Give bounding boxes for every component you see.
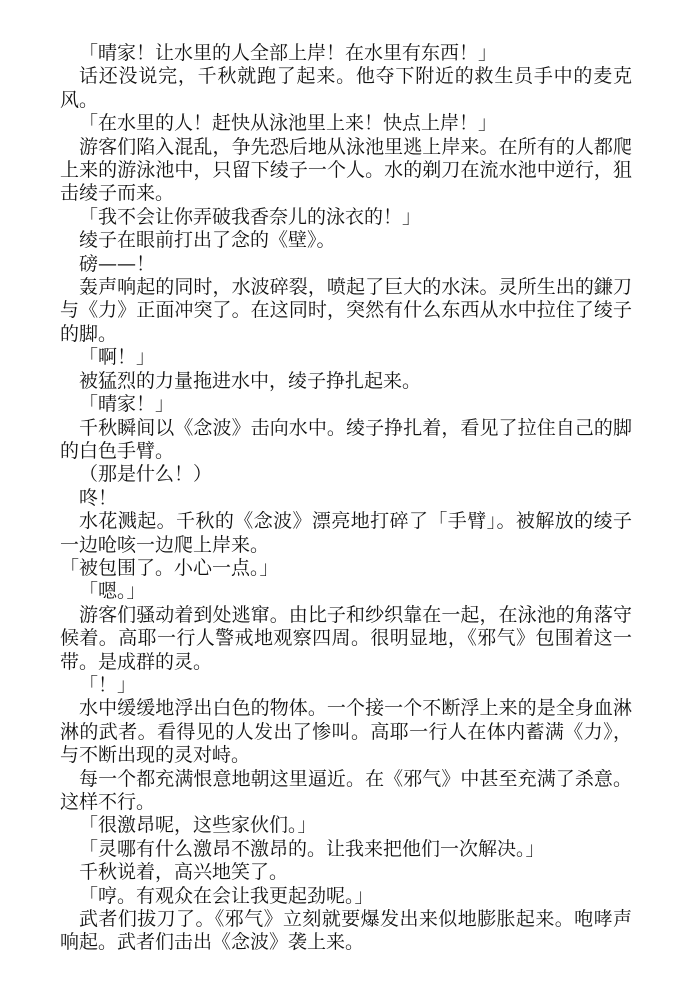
paragraph: 「晴家！让水里的人全部上岸！在水里有东西！」 xyxy=(79,42,498,64)
paragraph: 每一个都充满恨意地朝这里逼近。在《邪气》中甚至充满了杀意。这样不行。 xyxy=(60,767,632,813)
paragraph: 「晴家！」 xyxy=(79,393,175,416)
paragraph: 「嗯。」 xyxy=(79,580,146,603)
paragraph: 「哼。有观众在会让我更起劲呢。」 xyxy=(79,884,374,907)
paragraph: 水花溅起。千秋的《念波》漂亮地打碎了「手臂」。被解放的绫子一边呛咳一边爬上岸来。 xyxy=(60,510,632,556)
paragraph: 「很激昂呢，这些家伙们。」 xyxy=(79,814,317,837)
paragraph: （那是什么！） xyxy=(79,463,213,486)
paragraph: 被猛烈的力量拖进水中，绫子挣扎起来。 xyxy=(79,369,422,392)
paragraph: 绫子在眼前打出了念的《壁》。 xyxy=(79,229,336,252)
paragraph: 咚！ xyxy=(79,486,118,509)
paragraph: 「被包围了。小心一点。」 xyxy=(60,556,279,579)
paragraph: 武者们拔刀了。《邪气》立刻就要爆发出来似地膨胀起来。咆哮声响起。武者们击出《念波》袭上来。 xyxy=(60,908,632,954)
paragraph: 「啊！」 xyxy=(79,346,156,369)
paragraph: 「！」 xyxy=(79,673,137,696)
paragraph: 话还没说完，千秋就跑了起来。他夺下附近的救生员手中的麦克风。 xyxy=(60,65,632,111)
paragraph: 千秋瞬间以《念波》击向水中。绫子挣扎着，看见了拉住自己的脚的白色手臂。 xyxy=(60,416,632,462)
paragraph: 「在水里的人！赶快从泳池里上来！快点上岸！」 xyxy=(79,112,498,135)
paragraph: 「灵哪有什么激昂不激昂的。让我来把他们一次解决。」 xyxy=(79,837,545,860)
paragraph: 千秋说着，高兴地笑了。 xyxy=(79,861,289,884)
paragraph: 游客们骚动着到处逃窜。由比子和纱织靠在一起，在泳池的角落守候着。高耶一行人警戒地观察四周。很明显地，《邪气》包围着这一带。是成群的灵。 xyxy=(60,603,632,673)
paragraph: 「我不会让你弄破我香奈儿的泳衣的！」 xyxy=(79,205,422,228)
novel-text-body xyxy=(60,42,632,955)
paragraph: 轰声响起的同时，水波碎裂，喷起了巨大的水沫。灵所生出的鎌刀与《力》正面冲突了。在这同时，突然有什么东西从水中拉住了绫子的脚。 xyxy=(60,276,632,345)
paragraph: 磅——！ xyxy=(79,252,156,275)
paragraph: 水中缓缓地浮出白色的物体。一个接一个不断浮上来的是全身血淋淋的武者。看得见的人发出了惨叫。高耶一行人在体内蓄满《力》，与不断出现的灵对峙。 xyxy=(60,697,632,767)
paragraph: 游客们陷入混乱，争先恐后地从泳池里逃上岸来。在所有的人都爬上来的游泳池中，只留下绫子一个人。水的剃刀在流水池中逆行，狙击绫子而来。 xyxy=(60,135,632,205)
